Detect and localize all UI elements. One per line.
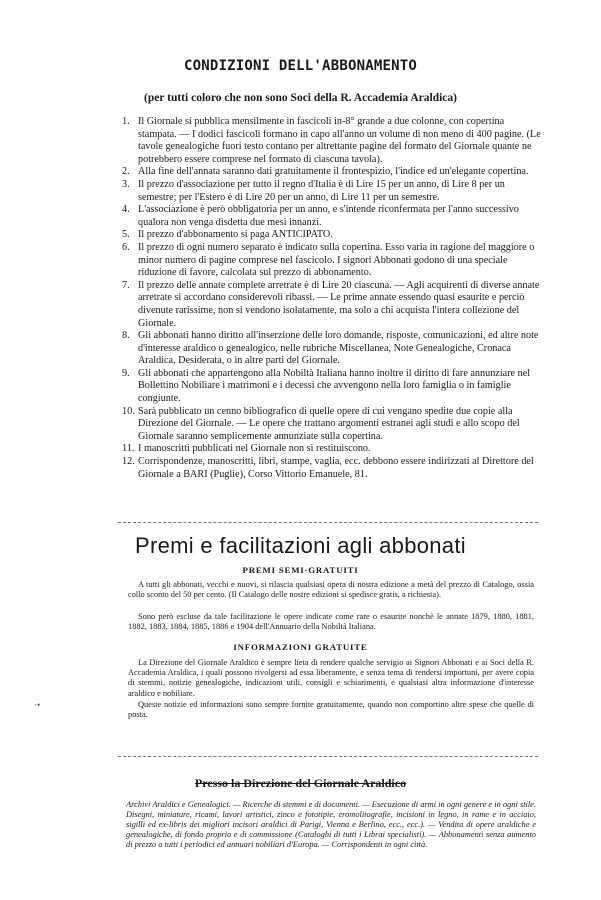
condition-item: 7. Il prezzo delle annate complete arretrate è di Lire 20 ciascuna. — Agli acquirenti di diverse annate arretrate si accordano considerevoli ribassi. — Le prime annate essendo quasi esaurite e perciò divenute rarissime, non si vendono isolatamente, ma solo a chi acquista l'intera collezione del Giornale. [122,279,540,329]
presso-paragraph: Archivi Araldici e Genealogici. — Ricerche di stemmi e di documenti. — Esecuzione di armi in ogni genere e in ogni stile. Disegni, miniature, ricami, lavori artistici, zinco e fototipie, eromolitografie, incisioni in legno, in rame e in acciaio, sigilli ed ex-libris dei migliori incisori araldici di Parigi, Vienna e Berlino, ecc., ecc.). — Vendita di opere araldiche e genealogiche, di fondo proprio e di commissione (Cataloghi di tutti i Librai specialisti). — Abbonamenti senza aumento di prezzo a tutti i periodici ed annuari nobiliari d'Europa. — Corrispondenti in ogni città. [126,800,536,849]
condition-item: 9. Gli abbonati che appartengono alla Nobiltà Italiana hanno inoltre il diritto di fare annunziare nel Bollettino Nobiliare i matrimoni e i decessi che avvengono nella loro famiglia o in famiglie congiunte. [122,367,531,405]
informazioni-paragraph: La Direzione del Giornale Araldico è sempre lieta di rendere qualche servigio ai Signori Abbonati e ai Soci della R. Accademia Araldica, i quali possono rivolgersi ad essa liberamente, e senza tema di rendersi importuni, per avere copia di stemmi, notizie genealogiche, indicazioni utili, consigli e schiarimenti, e qualsiasi altra informazione d'interesse araldico e nobiliare. [128,658,534,698]
informazioni-note: Queste notizie ed informazioni sono sempre fornite gratuitamente, quando non comportino altre spese che quelle di posta. [128,700,534,720]
page-subtitle: (per tutti coloro che non sono Soci della R. Accademia Araldica) [144,92,457,104]
page-title: CONDIZIONI DELL'ABBONAMENTO [184,58,417,74]
semi-gratuiti-exclusions: Sono però escluse da tale facilitazione le opere indicate come rare o esaurite nonchè le annate 1879, 1880, 1881, 1882, 1883, 1884, 1885, 1886 e 1904 dell'Annuario della Nobiltà Italiana. [128,612,534,632]
conditions-list [122,116,542,481]
semi-gratuiti-heading: PREMI SEMI-GRATUITI [242,565,359,575]
condition-item: 5. Il prezzo d'abbonamento si paga ANTICIPATO. [122,229,333,241]
informazioni-heading: INFORMAZIONI GRATUITE [233,642,368,652]
condition-item: 8. Gli abbonati hanno diritto all'inserzione delle loro domande, risposte, comunicazioni, ed altre note d'interesse araldico o genealogico, nelle rubriche Miscellanea, Note Genealogiche, Cronaca Araldica, Desiderata, o in altre parti del Giornale. [122,330,539,367]
semi-gratuiti-paragraph: A tutti gli abbonati, vecchi e nuovi, si rilascia qualsiasi opera di nostra edizione a metà del prezzo di Catalogo, ossia collo sconto del 50 per cento. (Il Catalogo delle nostre edizioni si spedisce gratis, a richiesta). [128,580,534,600]
section-divider [118,522,538,523]
condition-item: 1. Il Giornale si pubblica mensilmente in fascicoli in-8° grande a due colonne, con copertina stampata. — I dodici fascicoli formano in capo all'anno un volume di non meno di 400 pagine. (Le tavole genealogiche fuori testo contano per altrettante pagine del formato del Giornale quante ne potrebbero essere comprese nel formato di ciascuna tavola). [122,116,541,165]
condition-item: 2. Alla fine dell'annata saranno dati gratuitamente il frontespizio, l'indice ed un'elegante copertina. [122,166,529,178]
premi-title: Premi e facilitazioni agli abbonati [135,533,466,558]
presso-title: Presso la Direzione del Giornale Araldico [194,776,407,790]
condition-item: 11. I manoscritti pubblicati nel Giornale non si restituiscono. [122,443,371,455]
condition-item: 3. Il prezzo d'associazione per tutto il regno d'Italia è di Lire 15 per un anno, di Lire 8 per un semestre; per l'Estero è di Lire 20 per un anno, di Lire 11 per un semestre. [122,178,505,203]
ink-specks: ·• [34,700,41,710]
condition-item: 12. Corrispondenze, manoscritti, libri, stampe, vaglia, ecc. debbono essere indirizzati al Direttore del Giornale a BARI (Puglie), Corso Vittorio Emanuele, 81. [122,456,534,480]
condition-item: 4. L'associazione è però obbligatoria per un anno, e s'intende riconfermata per l'anno successivo qualora non venga disdetta due mesi innanzi. [122,204,519,228]
section-divider [118,756,538,757]
condition-item: 10. Sarà pubblicato un cenno bibliografico di quelle opere di cui vengano spedite due copie alla Direzione del Giornale. — Le opere che trattano argomenti estranei agli studi e allo scopo del Giornale saranno semplicemente annunziate sulla copertina. [122,405,520,442]
condition-item: 6. Il prezzo di ogni numero separato è indicato sulla copertina. Esso varia in ragione del maggiore o minor numero di pagine comprese nel fascicolo. I signori Abbonati godono di una speciale riduzione di favore, calcolata sul prezzo di abbonamento. [122,241,535,279]
